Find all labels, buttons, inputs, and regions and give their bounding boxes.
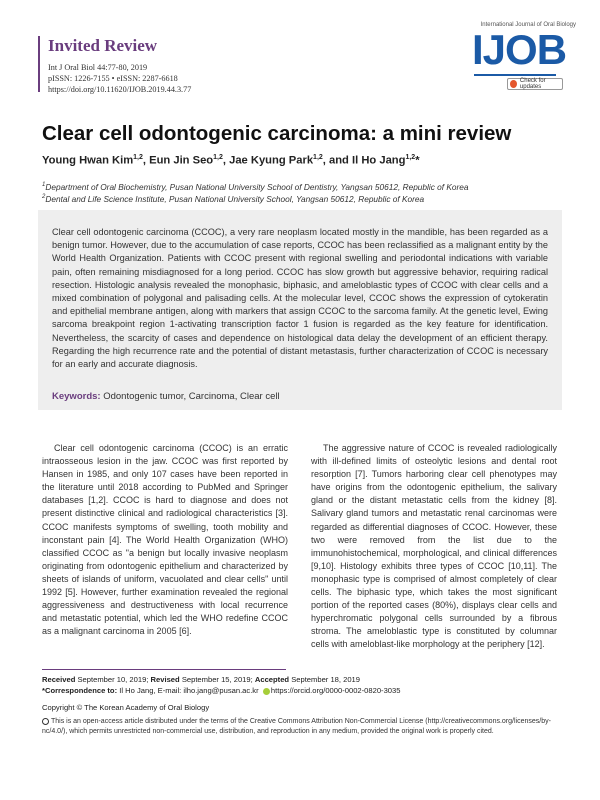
author-affiliation: 1,2 xyxy=(405,154,416,161)
author-affiliation: 1,2 xyxy=(313,154,323,161)
accepted-label: Accepted xyxy=(254,675,290,684)
correspondence-text: Il Ho Jang, E-mail: ilho.jang@pusan.ac.kr xyxy=(119,686,259,695)
accepted-date: September 18, 2019 xyxy=(291,675,361,684)
copyright: Copyright © The Korean Academy of Oral Biology xyxy=(42,703,210,712)
received-label: Received xyxy=(42,675,76,684)
author-separator: , xyxy=(222,154,230,167)
check-for-updates-button[interactable] xyxy=(507,78,563,90)
abstract-text: Clear cell odontogenic carcinoma (CCOC), a very rare neoplasm located mostly in the mandible, has been regarded as a benign tumor. However, due to the accumulation of case reports, CCOC has been reclassified as a malignant entity by the World Health Organization. Patients with CCOC present with regional swelling and periodontal indications with variable pain, often remaining misdiagnosed for a long period. CCOC has slow growth but aggressive behavior, requiring radical resection. Histologic analysis revealed the monophasic, biphasic, and ameloblastic types of CCOC with clear cells and a mixed combination of polygonal and palisading cells. At the molecular level, CCOC shows the expression of cytokeratin and epithelial membrane antigen, along with markers that assign CCOC to the sarcoma family. At the genetic level, Ewing sarcoma breakpoint region 1-activating transcription factor 1 fusion is regarded as the key feature for identification. Nevertheless, the scarcity of cases and dependence on histological data delay the development of an efficient therapy. Regarding the high recurrence rate and the potential of distant metastasis, further characterization of CCOC is necessary for an early and accurate diagnosis. xyxy=(52,227,548,370)
keywords-list: Odontogenic tumor, Carcinoma, Clear cell xyxy=(103,391,280,402)
keywords xyxy=(52,391,280,402)
author-name: Jae Kyung Park xyxy=(229,154,314,167)
author-name: Young Hwan Kim xyxy=(42,154,134,167)
footer-divider xyxy=(42,669,286,670)
article-title: Clear cell odontogenic carcinoma: a mini review xyxy=(42,122,512,145)
affiliation-text: Department of Oral Biochemistry, Pusan National University School of Dentistry, Yangsan 50612, Republic of Korea xyxy=(45,182,469,192)
affiliation-1 xyxy=(42,182,469,192)
license-body: This is an open-access article distributed under the terms of the Creative Commons Attribution Non-Commercial License (http://creativecommons.org/licenses/by-nc/4.0/), which permits unrestricted non-commercial use, distribution, and reproduction in any medium, provided the original work is properly cited. xyxy=(42,718,551,735)
citation: Int J Oral Biol 44:77-80, 2019 xyxy=(48,63,148,72)
author-separator: , and xyxy=(322,154,352,167)
author-separator: * xyxy=(415,154,420,167)
author-list xyxy=(42,154,420,167)
affiliation-number: 2 xyxy=(42,194,46,201)
section-accent-bar xyxy=(38,36,40,92)
check-updates-icon xyxy=(510,80,517,88)
orcid-link[interactable]: https://orcid.org/0000-0002-0820-3035 xyxy=(270,686,401,695)
check-updates-label: Check for updates xyxy=(519,78,546,90)
journal-full-name: International Journal of Oral Biology xyxy=(480,22,576,28)
correspondence-line xyxy=(42,686,400,696)
correspondence-label: *Correspondence to: xyxy=(42,686,118,695)
received-date: September 10, 2019; xyxy=(77,675,149,684)
author-name: Eun Jin Seo xyxy=(149,154,214,167)
revised-label: Revised xyxy=(150,675,180,684)
body-column-left xyxy=(42,442,288,638)
body-column-right xyxy=(311,442,557,652)
creative-commons-icon xyxy=(42,718,49,725)
doi-link[interactable]: https://doi.org/10.11620/IJOB.2019.44.3.77 xyxy=(48,85,192,94)
body-paragraph: The aggressive nature of CCOC is revealed radiologically with ill-defined limits of osteolytic lesions and dental root resorption [7]. Tumors harboring clear cell phenotypes may have origins from the odontogenic epithelium, the salivary gland or the distant metastatic cells from the kidney [8]. Salivary gland tumors and metastatic renal carcinomas were regarded as differential diagnoses of CCOC. However, these two were removed from the list due to the immunohistochemical, morphological, and clinical differences [9,10]. Histology exhibits three types of CCOC [10,11]. The monophasic type is comprised of almost completely of clear cells. The biphasic type, which takes the most significant portion of the reported cases (80%), displays clear cells and hyperchromatic polygonal cells surrounded by a fibrous stroma. The ameloblastic type is constituted by columnar cells with ameloblast-like morphology at the periphery [12]. xyxy=(311,443,557,650)
author-affiliation: 1,2 xyxy=(133,154,143,161)
author-name: Il Ho Jang xyxy=(352,154,406,167)
body-paragraph: Clear cell odontogenic carcinoma (CCOC) is an erratic intraosseous lesion in the jaw. CCOC was first reported by Hansen in 1985, and only 107 cases have been reported in the literature until 2018 according to PubMed and Springer databases [1,2]. CCOC is hard to diagnose and does not present distinctive clinical and radiological characteristics [3]. CCOC manifests symptoms of swelling, tooth mobility and inconstant pain [4]. The World Health Organization (WHO) classified CCOC as "a benign but locally invasive neoplasm originating from odontogenic epithelium and characterized by sheets of islands of uniform, vacuolated and clear cells" until 1992 [5]. However, further examination revealed the regional aggressiveness and destructiveness with local recurrence and metastatic potential, which led the WHO redefine CCOC as a malignant carcinoma in 2005 [6]. xyxy=(42,443,288,637)
affiliation-text: Dental and Life Science Institute, Pusan National University School, Yangsan 50612, Republic of Korea xyxy=(45,194,425,204)
affiliation-number: 1 xyxy=(42,182,46,189)
logo-underline xyxy=(474,74,556,76)
keywords-label: Keywords: xyxy=(52,391,101,402)
issn: pISSN: 1226-7155 • eISSN: 2287-6618 xyxy=(48,74,178,83)
affiliation-2 xyxy=(42,194,424,204)
revised-date: September 15, 2019; xyxy=(181,675,253,684)
author-affiliation: 1,2 xyxy=(213,154,223,161)
dates-line xyxy=(42,675,360,685)
orcid-icon xyxy=(263,688,270,695)
license-text xyxy=(42,717,560,736)
author-separator: , xyxy=(142,154,150,167)
section-label: Invited Review xyxy=(48,36,158,55)
journal-logo: IJOB xyxy=(472,26,567,73)
